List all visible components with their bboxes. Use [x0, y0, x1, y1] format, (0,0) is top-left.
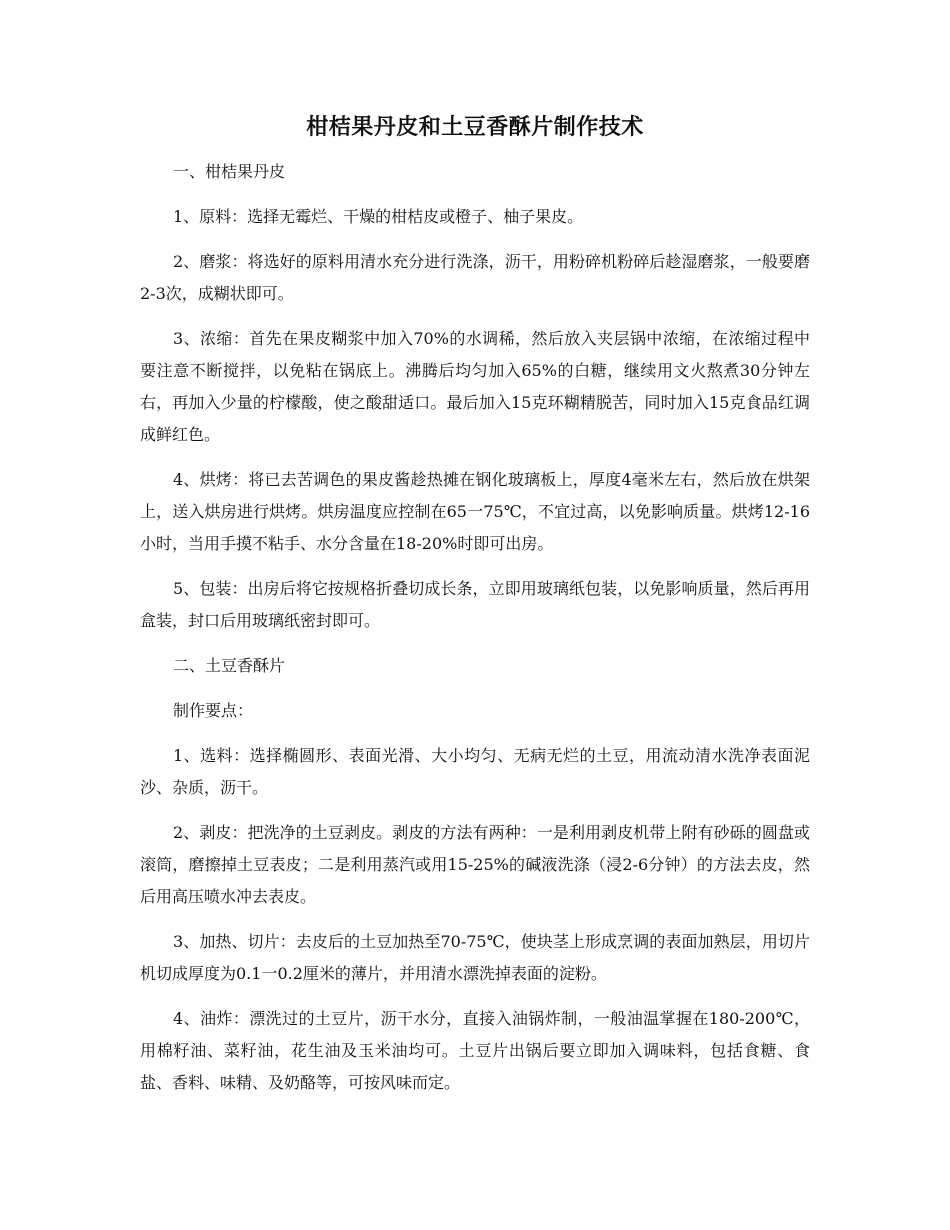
subheading-key-points: 制作要点：	[173, 701, 254, 720]
paragraph-frying: 4、油炸：漂洗过的土豆片，沥干水分，直接入油锅炸制，一般油温掌握在180-200℃，用棉籽油、菜籽油，花生油及玉米油均可。土豆片出锅后要立即加入调味料，包括食糖、食盐、香料、味精、及奶酪等，可按风味而定。	[140, 1009, 810, 1092]
section-heading-citrus: 一、柑桔果丹皮	[173, 162, 286, 181]
document-title: 柑桔果丹皮和土豆香酥片制作技术	[306, 115, 644, 140]
paragraph-baking: 4、烘烤：将已去苦调色的果皮酱趁热摊在钢化玻璃板上，厚度4毫米左右，然后放在烘架上，送入烘房进行烘烤。烘房温度应控制在65一75℃，不宜过高，以免影响质量。烘烤12-16小时，当用手摸不粘手、水分含量在18-20%时即可出房。	[140, 470, 810, 553]
paragraph-heating-slicing: 3、加热、切片：去皮后的土豆加热至70-75℃，使块茎上形成烹调的表面加熟层，用切片机切成厚度为0.1一0.2厘米的薄片，并用清水漂洗掉表面的淀粉。	[140, 932, 810, 983]
paragraph-selection: 1、选料：选择椭圆形、表面光滑、大小均匀、无病无烂的土豆，用流动清水洗净表面泥沙、杂质，沥干。	[140, 746, 810, 797]
paragraph-peeling: 2、剥皮：把洗净的土豆剥皮。剥皮的方法有两种：一是利用剥皮机带上附有砂砾的圆盘或滚筒，磨擦掉土豆表皮；二是利用蒸汽或用15-25%的碱液洗涤（浸2-6分钟）的方法去皮，然后用高压喷水冲去表皮。	[140, 823, 810, 906]
paragraph-concentration: 3、浓缩：首先在果皮糊浆中加入70%的水调稀，然后放入夹层锅中浓缩，在浓缩过程中要注意不断搅拌，以免粘在锅底上。沸腾后均匀加入65%的白糖，继续用文火熬煮30分钟左右，再加入少量的柠檬酸，使之酸甜适口。最后加入15克环糊精脱苦，同时加入15克食品红调成鲜红色。	[140, 329, 810, 444]
document-body	[140, 156, 810, 1112]
paragraph-packaging: 5、包装：出房后将它按规格折叠切成长条，立即用玻璃纸包装，以免影响质量，然后再用盒装，封口后用玻璃纸密封即可。	[140, 579, 810, 630]
section-heading-potato: 二、土豆香酥片	[173, 656, 286, 675]
paragraph-raw-material: 1、原料：选择无霉烂、干燥的柑桔皮或橙子、柚子果皮。	[173, 207, 584, 226]
paragraph-grinding: 2、磨浆：将选好的原料用清水充分进行洗涤，沥干，用粉碎机粉碎后趁湿磨浆，一般要磨2-3次，成糊状即可。	[140, 252, 810, 303]
